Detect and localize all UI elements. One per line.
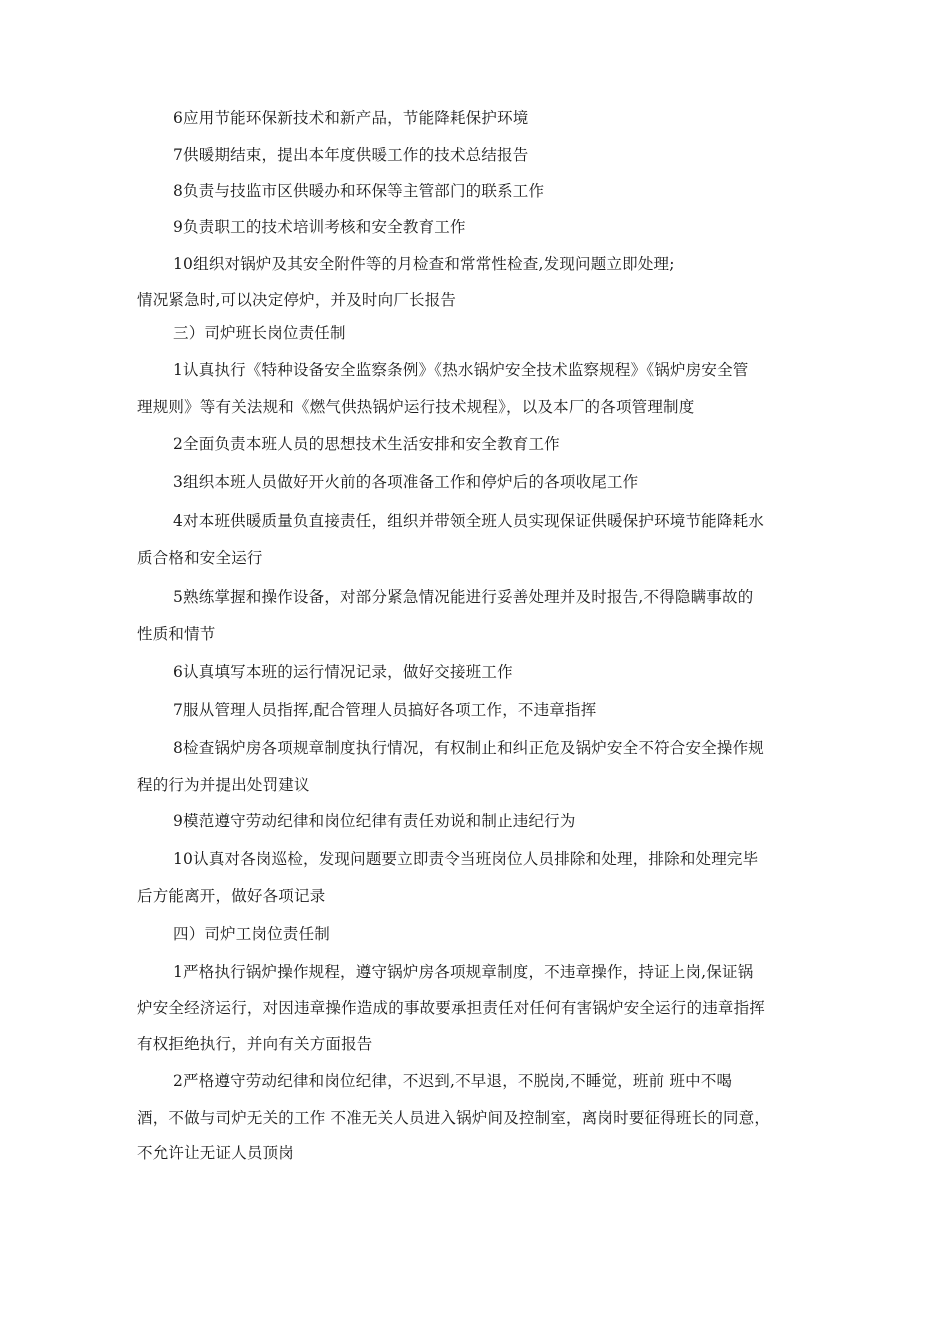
text-line: 情况紧急时,可以决定停炉，并及时向厂长报告: [137, 291, 457, 309]
text-line: 1认真执行《特种设备安全监察条例》《热水锅炉安全技术监察规程》《锅炉房安全管: [173, 361, 749, 379]
text-line: 有权拒绝执行，并向有关方面报告: [137, 1035, 373, 1053]
text-line: 9模范遵守劳动纪律和岗位纪律有责任劝说和制止违纪行为: [173, 812, 576, 830]
text-line: 8检查锅炉房各项规章制度执行情况，有权制止和纠正危及锅炉安全不符合安全操作规: [173, 739, 764, 757]
text-line: 10组织对锅炉及其安全附件等的月检查和常常性检查,发现问题立即处理;: [173, 255, 675, 273]
section-heading: 三）司炉班长岗位责任制: [173, 324, 346, 342]
text-line: 8负责与技监市区供暖办和环保等主管部门的联系工作: [173, 182, 545, 200]
text-line: 理规则》等有关法规和《燃气供热锅炉运行技术规程》，以及本厂的各项管理制度: [137, 398, 695, 416]
text-line: 2全面负责本班人员的思想技术生活安排和安全教育工作: [173, 435, 560, 453]
text-line: 不允许让无证人员顶岗: [137, 1144, 295, 1162]
text-line: 9负责职工的技术培训考核和安全教育工作: [173, 218, 466, 236]
text-line: 质合格和安全运行: [137, 549, 263, 567]
text-line: 6认真填写本班的运行情况记录，做好交接班工作: [173, 663, 513, 681]
text-line: 10认真对各岗巡检，发现问题要立即责令当班岗位人员排除和处理，排除和处理完毕: [173, 850, 759, 868]
text-line: 7供暖期结束，提出本年度供暖工作的技术总结报告: [173, 146, 529, 164]
text-line: 后方能离开，做好各项记录: [137, 887, 326, 905]
text-line: 炉安全经济运行，对因违章操作造成的事故要承担责任对任何有害锅炉安全运行的违章指挥: [137, 999, 766, 1017]
text-line: 性质和情节: [137, 625, 216, 643]
text-line: 4对本班供暖质量负直接责任，组织并带领全班人员实现保证供暖保护环境节能降耗水: [173, 512, 764, 530]
text-line: 3组织本班人员做好开火前的各项准备工作和停炉后的各项收尾工作: [173, 473, 639, 491]
text-line: 2严格遵守劳动纪律和岗位纪律，不迟到,不早退，不脱岗,不睡觉，班前 班中不喝: [173, 1072, 733, 1090]
text-line: 7服从管理人员指挥,配合管理人员搞好各项工作，不违章指挥: [173, 701, 597, 719]
text-line: 程的行为并提出处罚建议: [137, 776, 310, 794]
section-heading: 四）司炉工岗位责任制: [173, 925, 331, 943]
text-line: 6应用节能环保新技术和新产品，节能降耗保护环境: [173, 109, 529, 127]
text-line: 5熟练掌握和操作设备，对部分紧急情况能进行妥善处理并及时报告,不得隐瞒事故的: [173, 588, 754, 606]
text-line: 酒，不做与司炉无关的工作 不准无关人员进入锅炉间及控制室，离岗时要征得班长的同意，: [137, 1109, 771, 1127]
text-line: 1严格执行锅炉操作规程，遵守锅炉房各项规章制度，不违章操作，持证上岗,保证锅: [173, 963, 754, 981]
